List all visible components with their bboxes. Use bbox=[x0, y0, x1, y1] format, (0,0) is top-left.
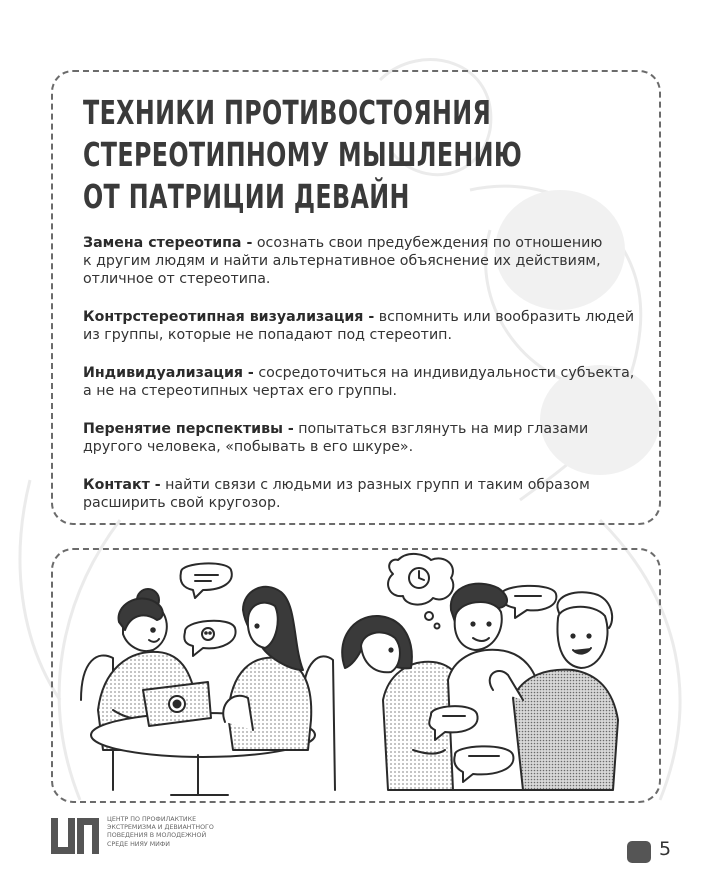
organization-logo bbox=[51, 816, 101, 856]
technique-term: Замена стереотипа - bbox=[83, 235, 253, 251]
technique-desc: осознать свои предубеждения по отношению bbox=[256, 235, 603, 251]
technique-item bbox=[83, 234, 643, 288]
organization-name-line: ПОВЕДЕНИЯ В МОЛОДЕЖНОЙ bbox=[107, 832, 207, 840]
technique-desc: попытаться взглянуть на мир глазами bbox=[298, 421, 589, 437]
technique-term: Контакт - bbox=[83, 477, 161, 493]
technique-desc: отличное от стереотипа. bbox=[83, 271, 271, 287]
organization-name-line: ЭКСТРЕМИЗМА И ДЕВИАНТНОГО bbox=[107, 824, 214, 832]
page-number-badge bbox=[627, 841, 651, 863]
technique-term: Контрстереотипная визуализация - bbox=[83, 309, 375, 325]
technique-term: Индивидуализация - bbox=[83, 365, 254, 381]
title-line: СТЕРЕОТИПНОМУ МЫШЛЕНИЮ bbox=[83, 135, 523, 174]
technique-desc: к другим людям и найти альтернативное объяснение их действиям, bbox=[83, 253, 601, 269]
title-line: ТЕХНИКИ ПРОТИВОСТОЯНИЯ bbox=[83, 93, 492, 132]
technique-item bbox=[83, 308, 643, 344]
technique-desc: из группы, которые не попадают под стереотип. bbox=[83, 327, 452, 343]
organization-name bbox=[107, 816, 247, 849]
page-title bbox=[83, 92, 522, 218]
technique-desc: сосредоточиться на индивидуальности субъекта, bbox=[258, 365, 635, 381]
title-line: ОТ ПАТРИЦИИ ДЕВАЙН bbox=[83, 177, 410, 216]
techniques-card bbox=[51, 70, 661, 525]
technique-desc: расширить свой кругозор. bbox=[83, 495, 281, 511]
technique-desc: а не на стереотипных чертах его группы. bbox=[83, 383, 398, 399]
technique-desc: найти связи с людьми из разных групп и таким образом bbox=[165, 477, 590, 493]
technique-desc: вспомнить или вообразить людей bbox=[378, 309, 635, 325]
techniques-list bbox=[83, 234, 643, 532]
technique-item bbox=[83, 476, 643, 512]
people-talking-illustration bbox=[53, 550, 659, 801]
technique-item bbox=[83, 420, 643, 456]
technique-desc: другого человека, «побывать в его шкуре». bbox=[83, 439, 414, 455]
organization-name-line: СРЕДЕ НИЯУ МИФИ bbox=[107, 840, 171, 848]
organization-name-line: ЦЕНТР ПО ПРОФИЛАКТИКЕ bbox=[107, 816, 197, 823]
technique-term: Перенятие перспективы - bbox=[83, 421, 294, 437]
technique-item bbox=[83, 364, 643, 400]
page-number: 5 bbox=[659, 838, 672, 860]
illustration-card bbox=[51, 548, 661, 803]
